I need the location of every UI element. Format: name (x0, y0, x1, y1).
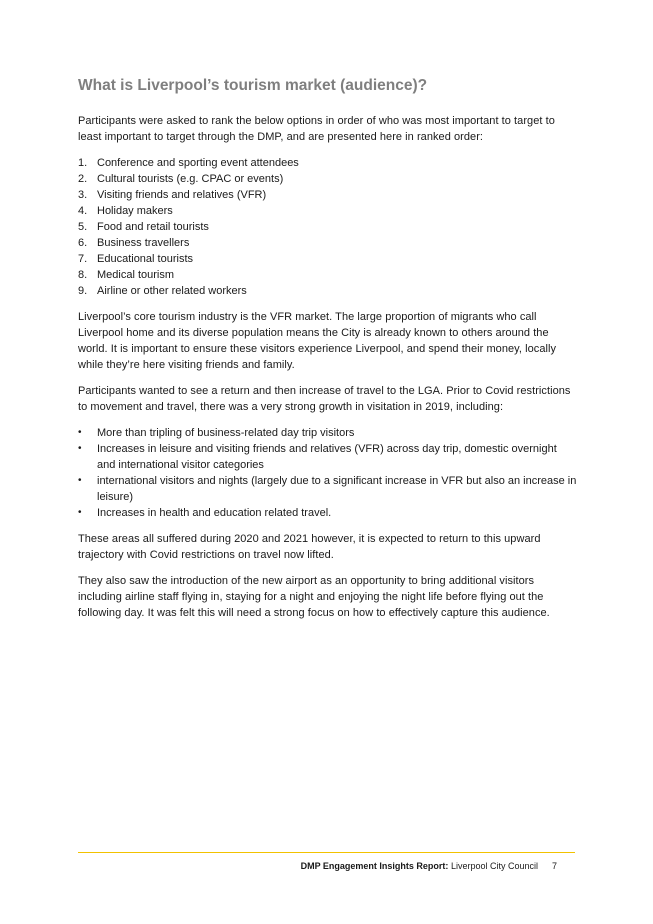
footer-report-name: DMP Engagement Insights Report: (300, 861, 449, 871)
airport-paragraph: They also saw the introduction of the new airport as an opportunity to bring additional visitors including airline staff flying in, staying for a night and enjoying the night life before flying out the following day. It was felt this will need a strong focus on how to effectively capture this audience. (78, 575, 550, 619)
list-item-text: Airline or other related workers (97, 285, 247, 297)
bullet-item (78, 425, 578, 441)
bullet-icon: • (78, 475, 82, 486)
list-item-text: Conference and sporting event attendees (97, 157, 299, 169)
bullet-item (78, 441, 578, 473)
list-item-text: Educational tourists (97, 253, 193, 265)
list-number: 9. (78, 285, 88, 297)
list-item-text: Medical tourism (97, 269, 175, 281)
list-number: 4. (78, 205, 88, 217)
ranked-list-item (78, 267, 578, 283)
ranked-list-item (78, 171, 578, 187)
growth-paragraph: Participants wanted to see a return and then increase of travel to the LGA. Prior to Covid restrictions to movement and travel, there was a very strong growth in visitation in 2019, including: (78, 385, 571, 413)
ranked-list-item (78, 283, 578, 299)
list-number: 1. (78, 157, 88, 169)
list-number: 5. (78, 221, 88, 233)
bullet-icon: • (78, 507, 82, 518)
list-number: 2. (78, 173, 88, 185)
ranked-list (78, 155, 578, 299)
bullet-text: More than tripling of business-related day trip visitors (97, 427, 355, 439)
page-content (78, 76, 578, 631)
ranked-list-item (78, 251, 578, 267)
page-footer (301, 860, 557, 872)
footer-divider (78, 852, 575, 853)
bullet-text: Increases in leisure and visiting friends and relatives (VFR) across day trip, domestic overnight and international visitor categories (97, 443, 557, 471)
vfr-paragraph: Liverpool’s core tourism industry is the VFR market. The large proportion of migrants who call Liverpool home and its diverse population means the City is already known to others around the world. It is important to ensure these visitors experience Liverpool, and spend their money, locally while they’re here visiting friends and family. (78, 311, 557, 371)
list-number: 8. (78, 269, 88, 281)
page-number: 7 (551, 861, 557, 871)
bullet-icon: • (78, 427, 82, 438)
list-item-text: Business travellers (97, 237, 190, 249)
bullet-text: international visitors and nights (largely due to a significant increase in VFR but also an increase in leisure) (97, 475, 577, 503)
bullet-item (78, 505, 578, 521)
list-item-text: Cultural tourists (e.g. CPAC or events) (97, 173, 284, 185)
list-number: 7. (78, 253, 88, 265)
section-title: What is Liverpool’s tourism market (audience)? (78, 77, 428, 94)
footer-organisation: Liverpool City Council (448, 861, 538, 871)
list-item-text: Holiday makers (97, 205, 173, 217)
list-item-text: Visiting friends and relatives (VFR) (97, 189, 267, 201)
ranked-list-item (78, 235, 578, 251)
bullet-icon: • (78, 443, 82, 454)
ranked-list-item (78, 155, 578, 171)
intro-paragraph: Participants were asked to rank the below options in order of who was most important to target to least important to target through the DMP, and are presented here in ranked order: (78, 115, 555, 143)
ranked-list-item (78, 203, 578, 219)
bullet-item (78, 473, 578, 505)
list-number: 3. (78, 189, 88, 201)
list-item-text: Food and retail tourists (97, 221, 209, 233)
growth-bullet-list (78, 425, 578, 521)
ranked-list-item (78, 187, 578, 203)
bullet-text: Increases in health and education related travel. (97, 507, 332, 519)
list-number: 6. (78, 237, 88, 249)
suffered-paragraph: These areas all suffered during 2020 and 2021 however, it is expected to return to this upward trajectory with Covid restrictions on travel now lifted. (78, 533, 541, 561)
ranked-list-item (78, 219, 578, 235)
